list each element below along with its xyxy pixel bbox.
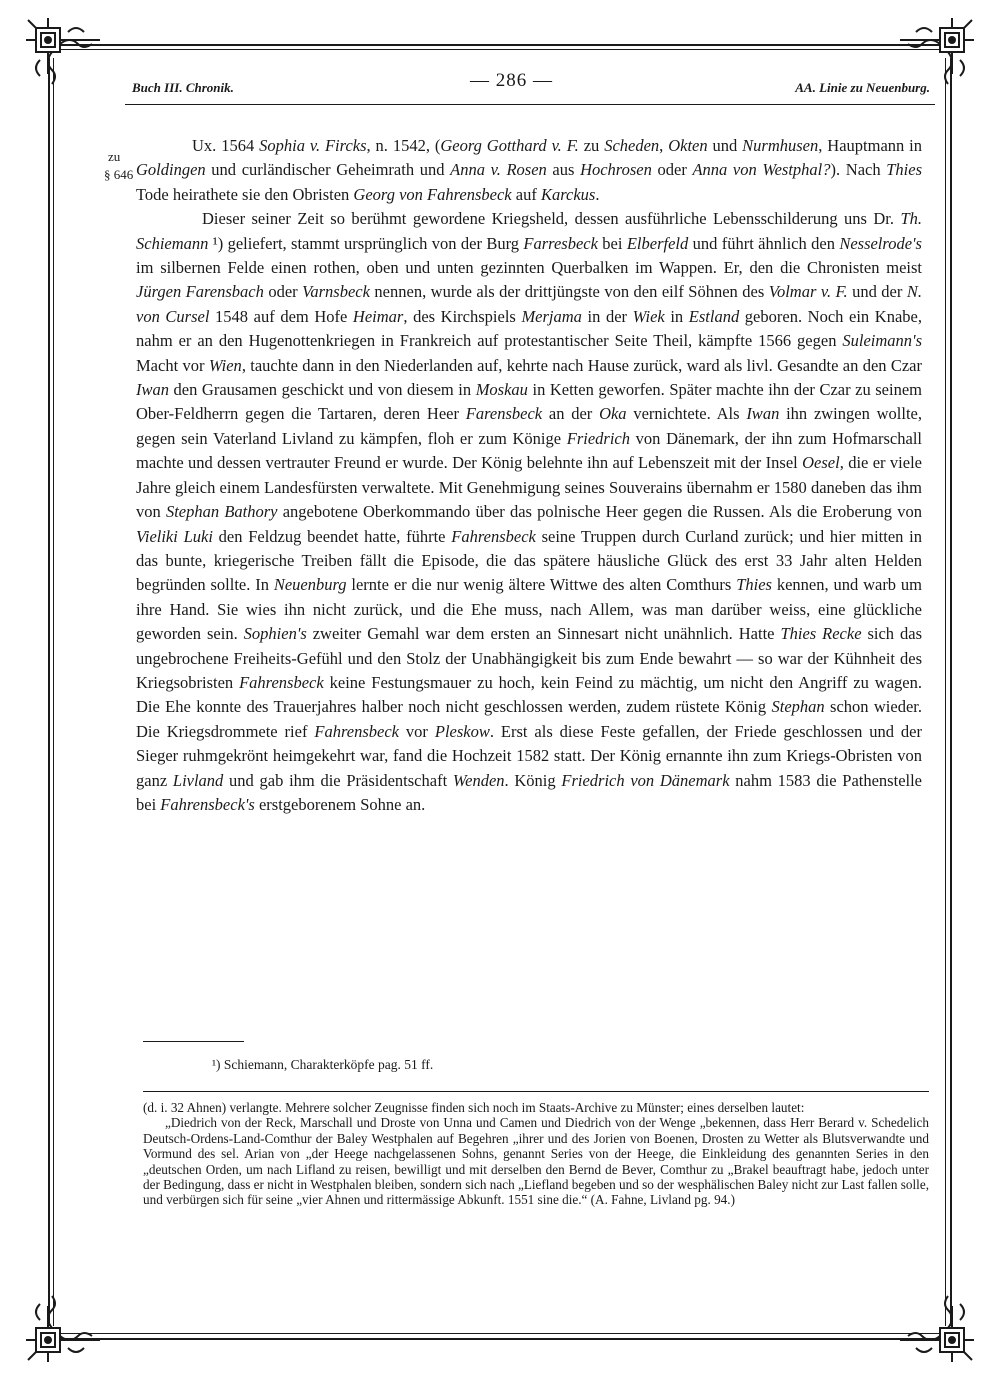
italic-name: Thies: [886, 160, 923, 180]
frame-border-top: [60, 44, 940, 46]
italic-name: Nurmhusen: [742, 136, 819, 155]
italic-name: Scheden: [604, 136, 660, 155]
italic-name: Goldingen: [136, 160, 206, 180]
header-book-title: Buch III. Chronik.: [132, 80, 234, 95]
italic-name: Stephan: [771, 697, 825, 717]
frame-border-bottom-inner: [60, 1333, 940, 1334]
margin-note-section: § 646: [104, 167, 134, 182]
frame-border-left: [48, 58, 50, 1326]
paragraph-1: Ux. 1564 Sophia v. Fircks, n. 1542, (Georg Gotthard v. F. zu Scheden, Okten und Nurmhusen, Hauptmann in Goldingen und curländischer Geheimrath und Anna v. Rosen aus Hochrosen oder Anna von Westphal?). Nach Thies Tode heirathete sie den Obristen Georg von Fahrensbeck auf Karckus.: [136, 136, 923, 204]
frame-border-bottom: [60, 1338, 940, 1340]
italic-name: Nesselrode's: [839, 233, 922, 253]
ornament-corner-icon: [22, 1286, 102, 1366]
italic-name: Wenden: [452, 770, 505, 790]
italic-name: Oka: [599, 404, 627, 424]
italic-name: Iwan: [746, 404, 780, 424]
italic-name: Thies Recke: [780, 624, 862, 644]
continuation-quote: „Diedrich von der Reck, Marschall und Droste von Unna und Camen und Diedrich von der Wenge „bekennen, dass Herr Berard v. Schedelich Deutsch-Ordens-Land-Comthur der Baley Westphalen auf Begehren „ihrer und des Jorien von Boenen, Drosten zu Wetter als Blutsverwandte und Vormund des sel. Arian von „der Heege nachgelassenen Sohns, genannt Series von der Heege, die Einkleidung des genannten Series in den „deutschen Orden, um nach Lifland zu reisen, bewilligt und mit derselben den Bernd de Bever, Comthur zu „Brakel beauftragt habe, jedoch unter der Bedingung, dass er nicht in Westphalen bleiben, sondern sich nach „Liefland begeben und so der wesphälischen Baley nicht zur Last fallen solle, und verbürgen sich für seine „vier Ahnen und rittermässige Abkunft. 1551 sine die.“ (A. Fahne, Livland pg. 94.): [143, 1115, 929, 1208]
italic-name: Heimar: [352, 306, 404, 326]
italic-name: Fahrensbeck: [239, 672, 324, 692]
italic-name: Pleskow: [434, 721, 490, 741]
italic-name: Moskau: [475, 380, 528, 400]
italic-name: Thies: [736, 575, 772, 595]
margin-note-line: zu: [108, 149, 121, 164]
footnote-rule: [143, 1041, 244, 1042]
paragraph-2: Dieser seiner Zeit so berühmt gewordene Kriegsheld, dessen ausführliche Lebensschilderung uns Dr. Th. Schiemann ¹) geliefert, stammt ursprünglich von der Burg Farresbeck bei Elberfeld und führt ähnlich den Nesselrode's im silbernen Felde einen rothen, oben und unten gezinnten Querbalken im Wappen. Er, den die Chronisten meist Jürgen Farensbach oder Varnsbeck nennen, wurde als der drittjüngste von den eilf Söhnen des Volmar v. F. und der N. von Cursel 1548 auf dem Hofe Heimar, des Kirchspiels Merjama in der Wiek in Estland geboren. Noch ein Knabe, nahm er an den Hugenottenkriegen in Frankreich auf protestantischer Seite Theil, kämpfte 1566 gegen Suleimann's Macht vor Wien, tauchte dann in den Niederlanden auf, kehrte nach Hause zurück, ward als livl. Gesandte an den Czar Iwan den Grausamen geschickt und von diesem in Moskau in Ketten geworfen. Später machte ihn der Czar zu seinem Ober-Feldherrn gegen die Tartaren, deren Heer Farensbeck an der Oka vernichtete. Als Iwan ihn zwingen wollte, gegen sein Vaterland Livland zu kämpfen, floh er zum Könige Friedrich von Dänemark, der ihn zum Hofmarschall machte und dessen vertrauter Freund er wurde. Der König belehnte ihn auf Lebenszeit mit der Insel Oesel, die er viele Jahre gleich einem Landesfürsten verwaltete. Mit Genehmigung seines Souverains übernahm er 1580 daneben das ihm von Stephan Bathory angebotene Oberkommando über das polnische Heer gegen die Russen. Als die Eroberung von Vieliki Luki den Feldzug beendet hatte, führte Fahrensbeck seine Truppen durch Curland zurück; und hier mitten in das bunte, kriegerische Treiben fällt die Episode, die das spätere häusliche Glück des erst 33 Jahr alten Helden begründen sollte. In Neuenburg lernte er die nur wenig ältere Wittwe des alten Comthurs Thies kennen, und warb um ihre Hand. Sie wies ihn nicht zurück, und die Ehe muss, nach Allem, was man darüber weiss, eine glückliche geworden sein. Sophien's zweiter Gemahl war dem ersten an Sinnesart nicht unähnlich. Hatte Thies Recke sich das ungebrochene Freiheits-Gefühl und den Stolz der Unabhängigkeit bis zum Ende bewahrt — so war der Kühnheit des Kriegsobristen Fahrensbeck keine Festungsmauer zu hoch, kein Feind zu mächtig, um nicht den Angriff zu wagen. Die Ehe konnte des Trauerjahres halber noch nicht geschlossen werden, zudem rüstete König Stephan schon wieder. Die Kriegsdrommete rief Fahrensbeck vor Pleskow. Erst als diese Feste gefallen, der Friede geschlossen und der Sieger ruhmgekrönt heimgekehrt war, fand die Hochzeit 1582 statt. Der König ernannte ihn zum Kriegs-Obristen von ganz Livland und gab ihm die Präsidentschaft Wenden. König Friedrich von Dänemark nahm 1583 die Pathenstelle bei Fahrensbeck's erstgeborenem Sohne an.: [136, 209, 923, 814]
frame-border-right-inner: [945, 58, 946, 1326]
italic-name: Th. Schiemann: [136, 209, 922, 253]
italic-name: Estland: [688, 306, 740, 326]
italic-name: Georg Gotthard v. F.: [440, 136, 579, 155]
header-section-title: AA. Linie zu Neuenburg.: [795, 80, 930, 95]
italic-name: Friedrich: [566, 428, 630, 448]
header-rule: [125, 104, 935, 105]
frame-border-left-inner: [53, 58, 54, 1326]
italic-name: Wien: [208, 355, 242, 375]
italic-name: Georg von Fahrensbeck: [353, 184, 512, 204]
running-header: [110, 70, 930, 100]
italic-name: Hochrosen: [580, 160, 652, 180]
footnote: ¹) Schiemann, Charakterköpfe pag. 51 ff.: [212, 1057, 434, 1072]
margin-note: [104, 148, 134, 184]
italic-name: Elberfeld: [626, 233, 689, 253]
italic-name: Fahrensbeck: [451, 526, 536, 546]
italic-name: Iwan: [136, 380, 169, 400]
italic-name: Suleimann's: [842, 331, 922, 351]
italic-name: Merjama: [521, 306, 582, 326]
frame-border-top-inner: [60, 49, 940, 50]
italic-name: Volmar v. F.: [768, 282, 848, 302]
italic-name: Neuenburg: [273, 575, 347, 595]
italic-name: Okten: [668, 136, 708, 155]
main-body-text: [136, 134, 922, 817]
italic-name: Karckus: [540, 184, 596, 204]
italic-name: Livland: [172, 770, 224, 790]
italic-name: Fahrensbeck: [314, 721, 399, 741]
continuation-intro: (d. i. 32 Ahnen) verlangte. Mehrere solcher Zeugnisse finden sich noch im Staats-Archive zu Münster; eines derselben lautet:: [143, 1100, 805, 1115]
italic-name: Anna v. Rosen: [450, 160, 547, 180]
ornament-corner-icon: [898, 1286, 978, 1366]
italic-name: Friedrich von Dänemark: [561, 770, 730, 790]
italic-name: Sophien's: [243, 624, 307, 644]
italic-name: Farensbeck: [465, 404, 543, 424]
footnote-continuation: [143, 1100, 929, 1208]
italic-name: Farresbeck: [523, 233, 598, 253]
section-separator-rule: [143, 1091, 929, 1092]
italic-name: Vieliki Luki: [136, 526, 213, 546]
ornament-corner-icon: [22, 14, 102, 94]
italic-name: Wiek: [632, 306, 665, 326]
italic-name: Jürgen Farensbach: [136, 282, 264, 302]
italic-name: N. von Cursel: [136, 282, 922, 326]
italic-name: Fahrensbeck's: [160, 794, 255, 814]
italic-name: Stephan Bathory: [165, 502, 278, 522]
frame-border-right: [950, 58, 952, 1326]
italic-name: Sophia v. Fircks: [259, 136, 367, 155]
page-number: — 286 —: [470, 70, 553, 91]
italic-name: Varnsbeck: [302, 282, 370, 302]
italic-name: Anna von Westphal?: [692, 160, 831, 180]
italic-name: Oesel: [802, 453, 840, 473]
